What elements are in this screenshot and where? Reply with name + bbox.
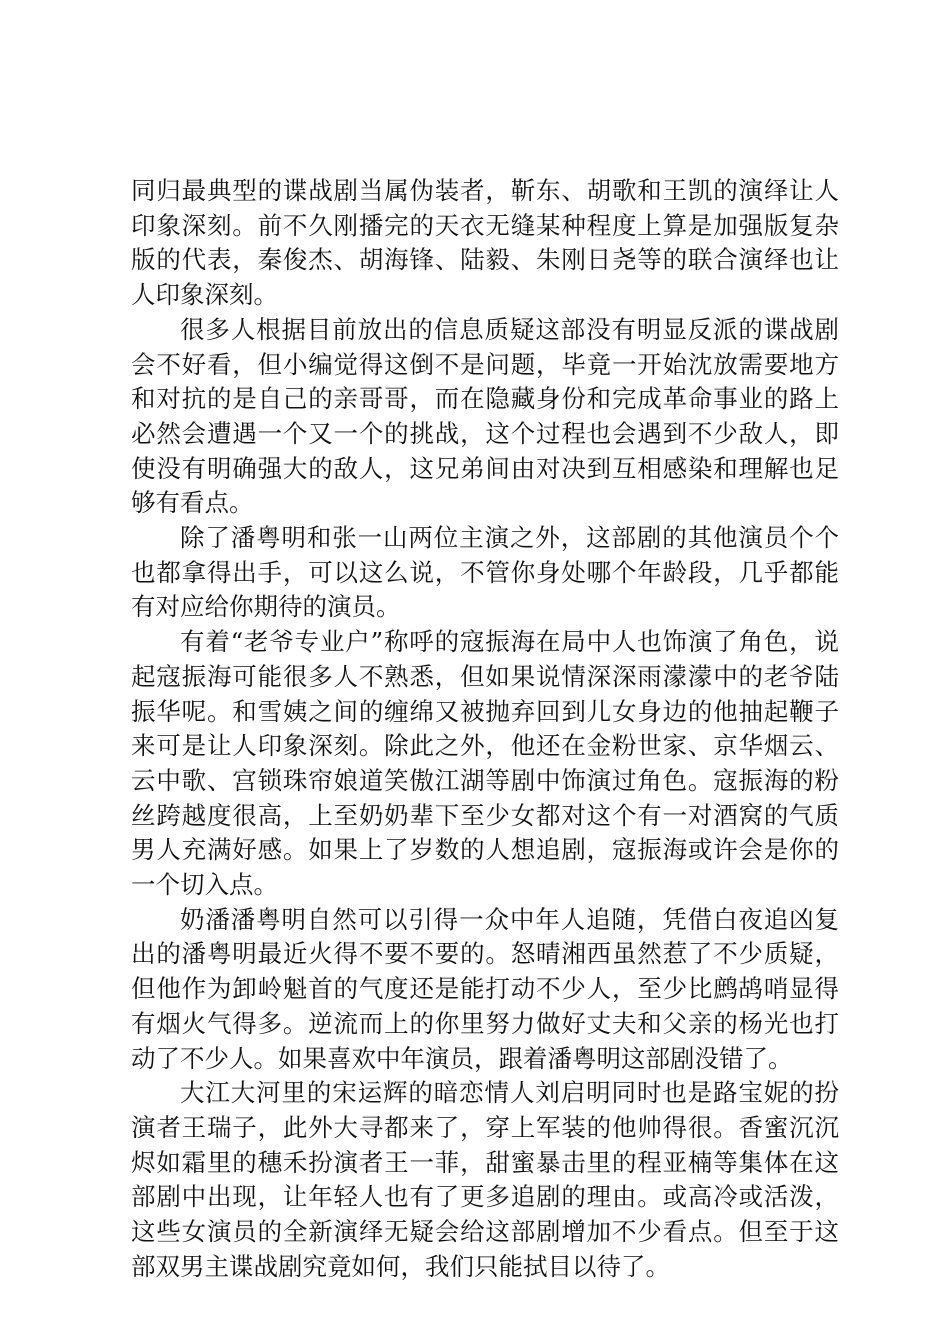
article-body (131, 174, 839, 1285)
paragraph-5: 奶潘潘粤明自然可以引得一众中年人追随，凭借白夜追凶复出的潘粤明最近火得不要不要的。怒晴湘西虽然惹了不少质疑，但他作为卸岭魁首的气度还是能打动不少人，至少比鹧鸪哨显得有烟火气得多。逆流而上的你里努力做好丈夫和父亲的杨光也打动了不少人。如果喜欢中年演员，跟着潘粤明这部剧没错了。 (131, 904, 839, 1073)
paragraph-6: 大江大河里的宋运辉的暗恋情人刘启明同时也是路宝妮的扮演者王瑞子，此外大寻都来了，穿上军装的他帅得很。香蜜沉沉烬如霜里的穗禾扮演者王一菲，甜蜜暴击里的程亚楠等集体在这部剧中出现，让年轻人也有了更多追剧的理由。或高冷或活泼，这些女演员的全新演绎无疑会给这部剧增加不少看点。但至于这部双男主谍战剧究竟如何，我们只能拭目以待了。 (131, 1078, 839, 1281)
paragraph-1: 同归最典型的谍战剧当属伪装者，靳东、胡歌和王凯的演绎让人印象深刻。前不久刚播完的天衣无缝某种程度上算是加强版复杂版的代表，秦俊杰、胡海锋、陆毅、朱刚日尧等的联合演绎也让人印象深刻。 (131, 176, 839, 310)
paragraph-4: 有着“老爷专业户”称呼的寇振海在局中人也饰演了角色，说起寇振海可能很多人不熟悉，但如果说情深深雨濛濛中的老爷陆振华呢。和雪姨之间的缠绵又被抛弃回到儿女身边的他抽起鞭子来可是让人印象深刻。除此之外，他还在金粉世家、京华烟云、云中歌、宫锁珠帘娘道笑傲江湖等剧中饰演过角色。寇振海的粉丝跨越度很高，上至奶奶辈下至少女都对这个有一对酒窝的气质男人充满好感。如果上了岁数的人想追剧，寇振海或许会是你的一个切入点。 (131, 627, 839, 900)
paragraph-2: 很多人根据目前放出的信息质疑这部没有明显反派的谍战剧会不好看，但小编觉得这倒不是问题，毕竟一开始沈放需要地方和对抗的是自己的亲哥哥，而在隐藏身份和完成革命事业的路上必然会遭遇一个又一个的挑战，这个过程也会遇到不少敌人，即使没有明确强大的敌人，这兄弟间由对决到互相感染和理解也足够有看点。 (131, 314, 839, 518)
paragraph-3: 除了潘粤明和张一山两位主演之外，这部剧的其他演员个个也都拿得出手，可以这么说，不管你身处哪个年龄段，几乎都能有对应给你期待的演员。 (131, 523, 839, 622)
